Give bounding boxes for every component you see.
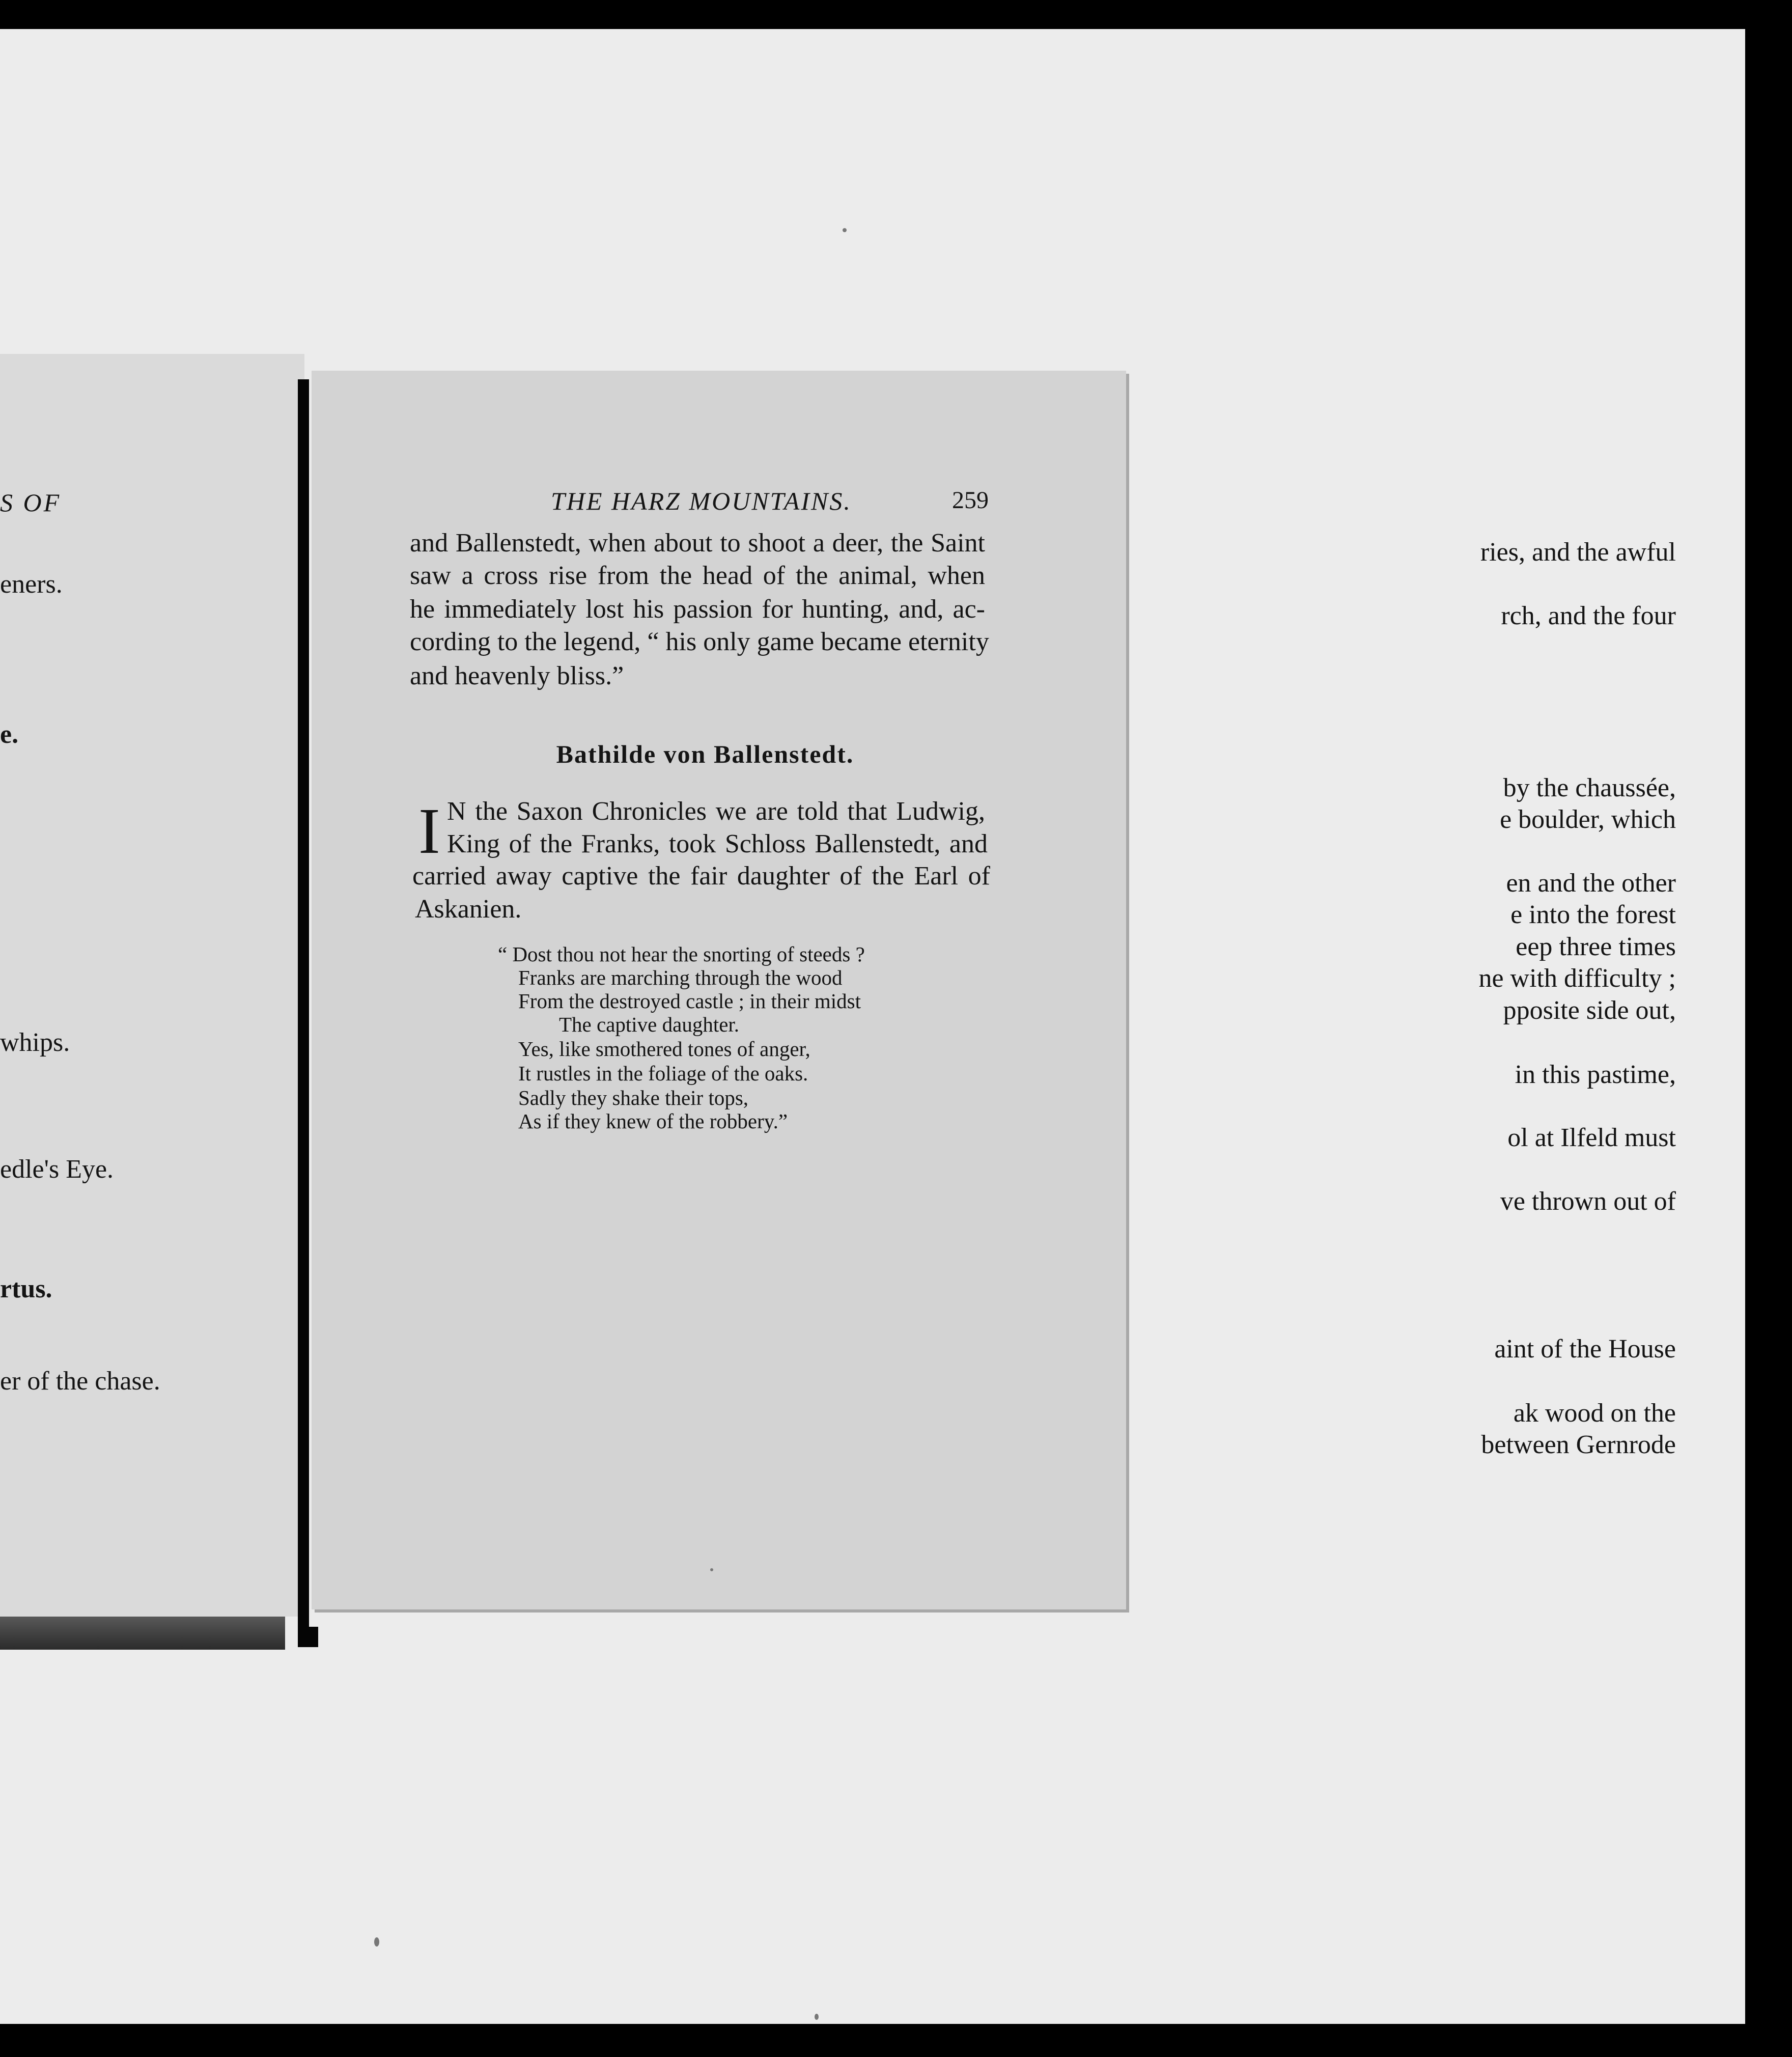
page-number: 259 (952, 487, 989, 514)
left-line: e into the forest (1510, 900, 1676, 929)
left-line: eners. (0, 570, 63, 599)
poem-line: From the destroyed castle ; in their midst (518, 989, 861, 1013)
left-line: rch, and the four (1501, 601, 1676, 630)
left-line: pposite side out, (1503, 996, 1676, 1025)
body-line: he immediately lost his passion for hunting, and, ac- (410, 595, 985, 624)
poem-line: As if they knew of the robbery.” (518, 1109, 788, 1133)
left-line: aint of the House (1494, 1335, 1676, 1364)
left-line: eep three times (1516, 932, 1676, 961)
left-line: ak wood on the (1513, 1399, 1676, 1428)
poem-line: Sadly they shake their tops, (518, 1086, 749, 1109)
scan-speck (843, 228, 847, 232)
scan-speck (374, 1937, 379, 1947)
body-line: and heavenly bliss.” (410, 661, 624, 690)
paragraph-line: Askanien. (415, 895, 522, 924)
body-line: cording to the legend, “ his only game became eternity (410, 627, 989, 656)
body-line: and Ballenstedt, when about to shoot a deer, the Saint (410, 529, 985, 558)
poem-line: The captive daughter. (559, 1013, 740, 1036)
left-line: edle's Eye. (0, 1155, 114, 1184)
scan-speck (815, 2014, 819, 2020)
body-line: saw a cross rise from the head of the animal, when (410, 561, 985, 590)
left-page (0, 354, 304, 1617)
left-running-head: S OF (0, 488, 62, 517)
left-line: ve thrown out of (1500, 1187, 1676, 1216)
left-line: e boulder, which (1500, 805, 1676, 834)
drop-cap: I (418, 795, 440, 867)
left-line: by the chaussée, (1503, 773, 1676, 802)
poem-line: Yes, like smothered tones of anger, (518, 1037, 810, 1061)
paragraph-line: carried away captive the fair daughter of the Earl of (412, 861, 990, 891)
left-line: er of the chase. (0, 1367, 160, 1396)
paragraph-line: King of the Franks, took Schloss Ballenstedt, and (447, 829, 988, 858)
left-line: e. (0, 720, 19, 749)
left-line: en and the other (1506, 869, 1676, 898)
left-line: rtus. (0, 1274, 52, 1303)
book-spine-base (298, 1627, 318, 1647)
left-line: between Gernrode (1481, 1430, 1676, 1459)
poem-line: “ Dost thou not hear the snorting of steeds ? (498, 942, 865, 966)
scan-speck (710, 1568, 713, 1571)
scan-border-right (1745, 20, 1792, 2037)
poem-line: It rustles in the foliage of the oaks. (518, 1062, 808, 1085)
scan-border-bottom (0, 2024, 1792, 2057)
left-line: in this pastime, (1515, 1060, 1676, 1089)
left-line: whips. (0, 1028, 70, 1057)
book-spine (298, 379, 309, 1645)
running-head: THE HARZ MOUNTAINS. (551, 487, 852, 515)
paragraph-line: N the Saxon Chronicles we are told that Ludwig, (447, 797, 985, 826)
left-line: ol at Ilfeld must (1507, 1123, 1676, 1152)
poem-line: Franks are marching through the wood (518, 966, 843, 989)
left-line: ne with difficulty ; (1478, 964, 1676, 993)
left-line: ries, and the awful (1480, 538, 1676, 567)
section-title: Bathilde von Ballenstedt. (556, 740, 854, 768)
